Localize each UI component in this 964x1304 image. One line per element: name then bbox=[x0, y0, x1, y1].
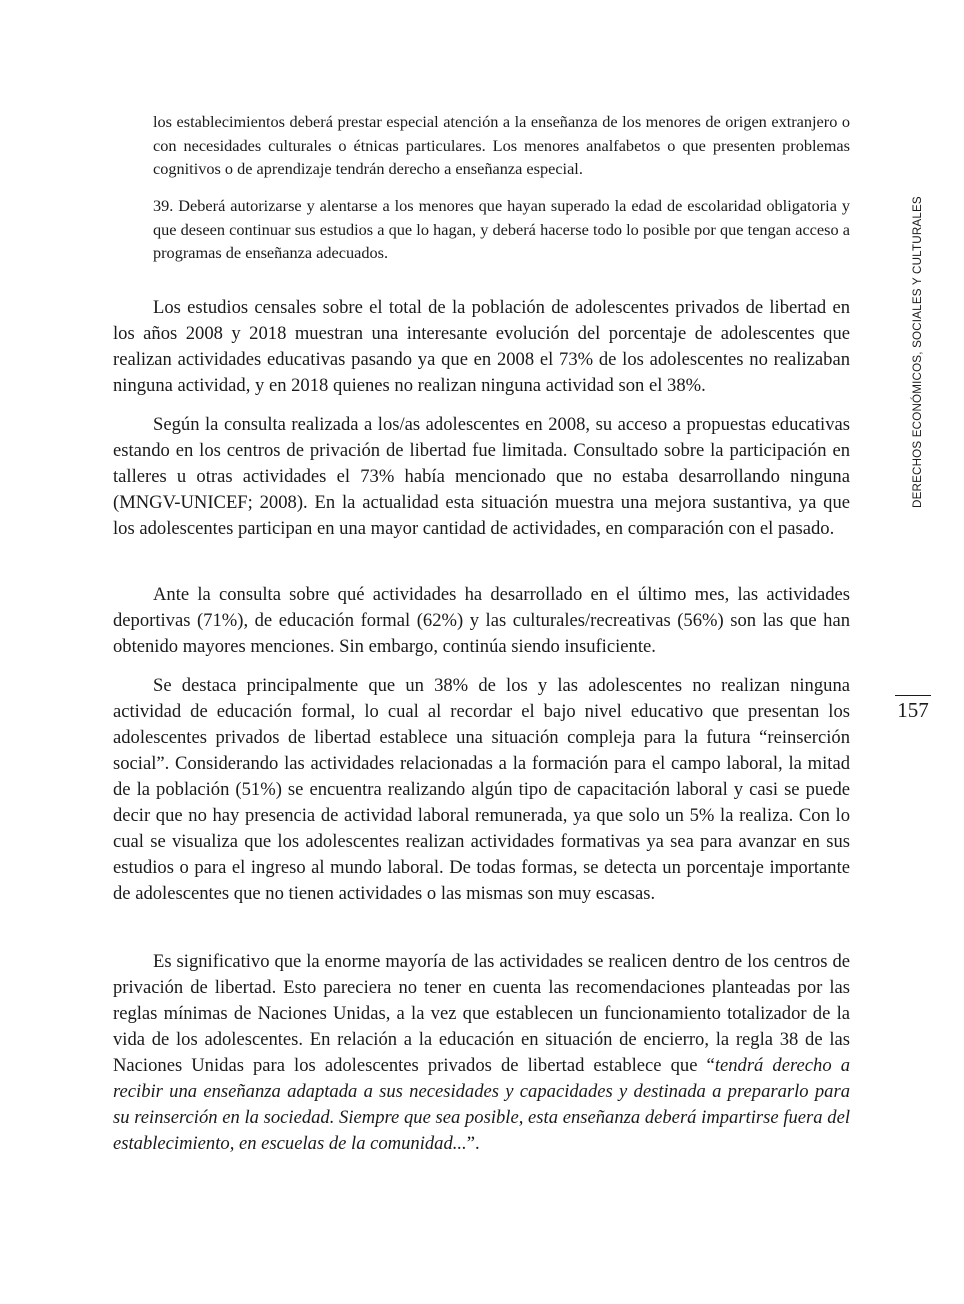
quotation-close: ”. bbox=[466, 1133, 480, 1154]
running-header: DERECHOS ECONÓMICOS, SOCIALES Y CULTURALES bbox=[911, 196, 924, 508]
body-paragraph-2: Según la consulta realizada a los/as adolescentes en 2008, su acceso a propuestas educativas estando en los centros de privación de libertad fue limitada. Consultado sobre la participación en talleres u otras actividades el 73% había mencionado que no estaba desarrollando ninguna (MNGV-UNICEF; 2008). En la actualidad esta situación muestra una mejora sustantiva, ya que los adolescentes participan en una mayor cantidad de actividades, en comparación con el pasado. bbox=[113, 414, 850, 539]
paragraph-text: Es significativo que la enorme mayoría de las actividades se realicen dentro de los centros de privación de libertad. Esto pareciera no tener en cuenta las recomendaciones planteadas por las reglas mínimas de Naciones Unidas, a la vez que establecen un funcionamiento totalizador de la vida de los adolescentes. En relación a la educación en situación de encierro, la regla 38 de las Naciones Unidas para los adolescentes privados de libertad establece que “ bbox=[113, 951, 850, 1076]
body-paragraph-5 bbox=[113, 949, 850, 1157]
body-paragraph-1: Los estudios censales sobre el total de la población de adolescentes privados de libertad en los años 2008 y 2018 muestran una interesante evolución del porcentaje de adolescentes que realizan actividades educativas pasando ya que en 2008 el 73% de los adolescentes no realizaban ninguna actividad, y en 2018 quienes no realizan ninguna actividad son el 38%. bbox=[113, 297, 850, 396]
body-paragraph-4: Se destaca principalmente que un 38% de los y las adolescentes no realizan ninguna actividad de educación formal, lo cual al recordar el bajo nivel educativo que presentan los adolescentes privados de libertad establece una situación compleja para la futura “reinserción social”. Considerando las actividades relacionadas a la formación para el campo laboral, la mitad de la población (51%) se encuentra realizando algún tipo de capacitación laboral y casi se puede decir que no hay presencia de actividad laboral remunerada, ya que solo un 5% la realiza. Con lo cual se visualiza que los adolescentes realizan actividades formativas ya sea para avanzar en sus estudios o para el ingreso al mundo laboral. De todas formas, se detecta un porcentaje importante de adolescentes que no tienen actividades o las mismas son muy escasas. bbox=[113, 675, 850, 904]
quote-block-continuation: los establecimientos deberá prestar especial atención a la enseñanza de los menores de origen extranjero o con necesidades culturales o étnicas particulares. Los menores analfabetos o que presenten problemas cognitivos o de aprendizaje tendrán derecho a enseñanza especial. bbox=[153, 112, 850, 178]
italic-quotation: tendrá derecho a recibir una enseñanza adaptada a sus necesidades y capacidades y destinada a prepararlo para su reinserción en la sociedad. Siempre que sea posible, esta enseñanza deberá impartirse fuera del establecimiento, en escuelas de la comunidad... bbox=[113, 1055, 850, 1154]
body-paragraph-3: Ante la consulta sobre qué actividades ha desarrollado en el último mes, las actividades deportivas (71%), de educación formal (62%) y las culturales/recreativas (56%) son las que han obtenido mayores menciones. Sin embargo, continúa siendo insuficiente. bbox=[113, 584, 850, 657]
page-number: 157 bbox=[897, 698, 929, 722]
page-number-rule bbox=[895, 695, 931, 696]
quote-block-rule-39: 39. Deberá autorizarse y alentarse a los menores que hayan superado la edad de escolaridad obligatoria y que deseen continuar sus estudios a que lo hagan, y deberá hacerse todo lo posible por que tengan acceso a programas de enseñanza adecuados. bbox=[153, 196, 850, 262]
